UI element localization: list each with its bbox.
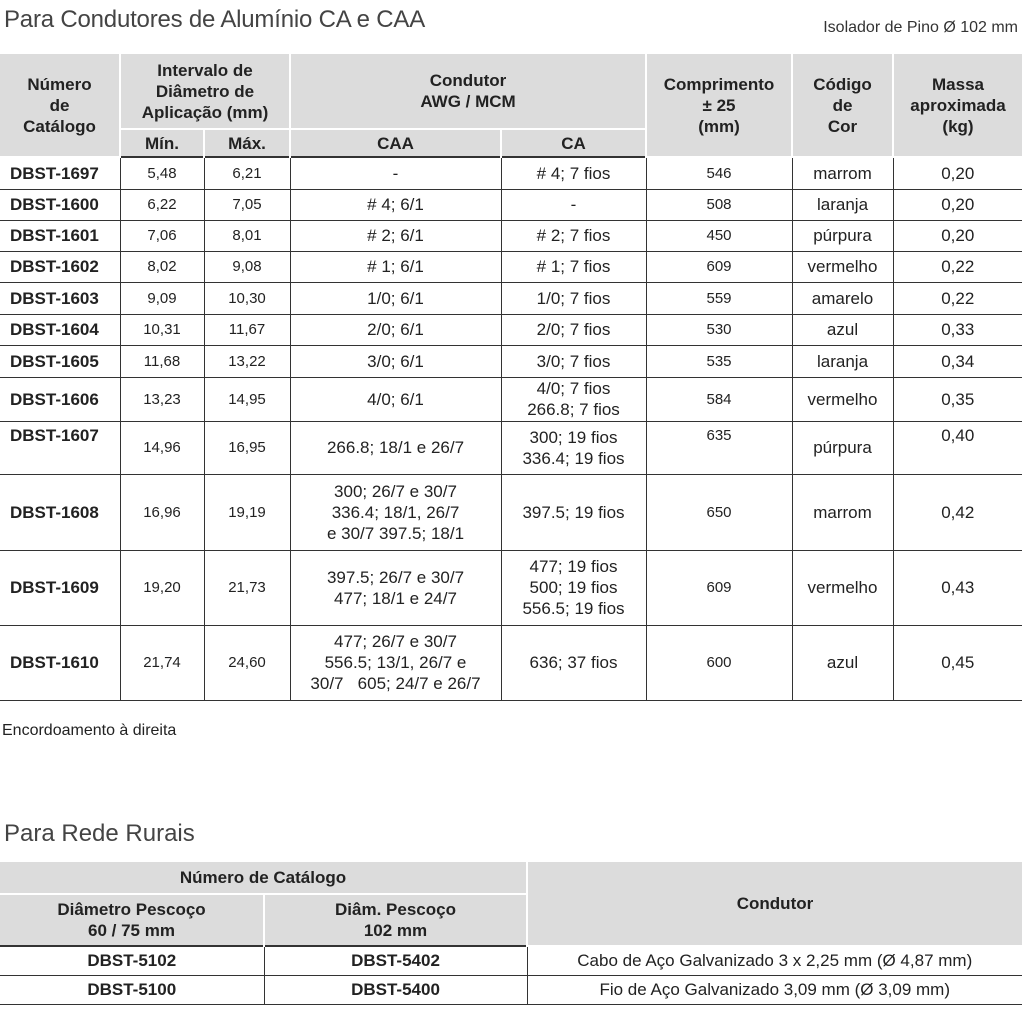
- ca-conductor-cell: [501, 550, 646, 625]
- cell-line: e 30/7 397.5; 18/1: [326, 523, 465, 543]
- cell-line: # 2; 6/1: [367, 226, 424, 245]
- cell-line: 636; 37 fios: [529, 653, 618, 672]
- cell-line: 4/0; 6/1: [367, 389, 424, 409]
- length-cell: 508: [646, 189, 792, 220]
- cell-line: 500; 19 fios: [529, 578, 618, 597]
- table-row: [0, 251, 1022, 282]
- catalog-number-cell: DBST-1605: [0, 345, 120, 377]
- color-code-cell: azul: [792, 625, 893, 700]
- color-code-cell: vermelho: [792, 550, 893, 625]
- length-cell: 546: [646, 157, 792, 189]
- cell-line: 2/0; 7 fios: [536, 320, 611, 339]
- ca-conductor-cell: [501, 345, 646, 377]
- min-diameter-cell: 16,96: [120, 474, 204, 550]
- max-diameter-cell: 19,19: [204, 474, 290, 550]
- catalog-number-60-75-cell: DBST-5102: [0, 946, 264, 976]
- cell-line: # 1; 6/1: [367, 257, 424, 276]
- cell-line: 300; 19 fios: [529, 427, 618, 447]
- table-row: [0, 282, 1022, 314]
- cell-line: 477; 18/1 e 24/7: [334, 588, 457, 608]
- max-diameter-cell: 13,22: [204, 345, 290, 377]
- max-diameter-cell: 6,21: [204, 157, 290, 189]
- cell-line: 336.4; 18/1, 26/7: [331, 502, 460, 522]
- caa-conductor-cell: [290, 625, 501, 700]
- insulator-subtitle: Isolador de Pino Ø 102 mm: [823, 19, 1018, 36]
- caa-conductor-cell: [290, 314, 501, 345]
- ca-conductor-cell: [501, 314, 646, 345]
- length-cell: 600: [646, 625, 792, 700]
- header-conductor: Condutor: [527, 862, 1022, 946]
- header-approx-mass: Massa aproximada (kg): [893, 54, 1022, 157]
- table-row: [0, 550, 1022, 625]
- length-cell: 530: [646, 314, 792, 345]
- catalog-number-cell: DBST-1601: [0, 220, 120, 251]
- cell-line: # 4; 7 fios: [536, 163, 611, 183]
- max-diameter-cell: 21,73: [204, 550, 290, 625]
- min-diameter-cell: 5,48: [120, 157, 204, 189]
- section-title-rural: Para Rede Rurais: [4, 820, 195, 847]
- catalog-number-cell: DBST-1697: [0, 157, 120, 189]
- ca-conductor-cell: [501, 282, 646, 314]
- catalog-number-cell: DBST-1606: [0, 377, 120, 421]
- min-diameter-cell: 8,02: [120, 251, 204, 282]
- mass-cell: 0,34: [893, 345, 1022, 377]
- header-conductor: Condutor AWG / MCM: [290, 54, 646, 129]
- max-diameter-cell: 8,01: [204, 220, 290, 251]
- header-length: Comprimento ± 25 (mm): [646, 54, 792, 157]
- caa-conductor-cell: [290, 220, 501, 251]
- cell-line: 477; 19 fios: [529, 557, 618, 576]
- cell-line: 336.4; 19 fios: [522, 448, 625, 468]
- header-catalog-number: Número de Catálogo: [0, 862, 527, 894]
- cell-line: -: [392, 163, 399, 183]
- caa-conductor-cell: [290, 345, 501, 377]
- max-diameter-cell: 14,95: [204, 377, 290, 421]
- min-diameter-cell: 13,23: [120, 377, 204, 421]
- length-cell: 609: [646, 550, 792, 625]
- cell-line: 3/0; 6/1: [367, 351, 424, 371]
- cell-line: # 4; 6/1: [367, 195, 424, 214]
- mass-cell: 0,20: [893, 189, 1022, 220]
- caa-conductor-cell: [290, 157, 501, 189]
- mass-cell: 0,35: [893, 377, 1022, 421]
- length-cell: 609: [646, 251, 792, 282]
- color-code-cell: marrom: [792, 474, 893, 550]
- table-row: [0, 377, 1022, 421]
- stranding-note: Encordoamento à direita: [2, 722, 177, 739]
- min-diameter-cell: 11,68: [120, 345, 204, 377]
- table-row: [0, 220, 1022, 251]
- table-row: [0, 625, 1022, 700]
- ca-conductor-cell: [501, 189, 646, 220]
- caa-conductor-cell: [290, 282, 501, 314]
- mass-cell: 0,22: [893, 251, 1022, 282]
- color-code-cell: púrpura: [792, 421, 893, 474]
- length-cell: 450: [646, 220, 792, 251]
- color-code-cell: marrom: [792, 157, 893, 189]
- ca-conductor-cell: [501, 421, 646, 474]
- ca-conductor-cell: [501, 220, 646, 251]
- cell-line: 266.8; 7 fios: [527, 400, 620, 419]
- cell-line: 477; 26/7 e 30/7: [334, 632, 457, 651]
- color-code-cell: púrpura: [792, 220, 893, 251]
- header-neck-diameter-102: Diâm. Pescoço 102 mm: [264, 894, 527, 946]
- conductor-table: [0, 54, 1022, 701]
- min-diameter-cell: 21,74: [120, 625, 204, 700]
- min-diameter-cell: 7,06: [120, 220, 204, 251]
- length-cell: 584: [646, 377, 792, 421]
- table-row: [0, 421, 1022, 474]
- caa-conductor-cell: [290, 474, 501, 550]
- header-max: Máx.: [204, 129, 290, 157]
- color-code-cell: vermelho: [792, 377, 893, 421]
- length-cell: 559: [646, 282, 792, 314]
- cell-line: 266.8; 18/1 e 26/7: [326, 438, 465, 457]
- header-ca: CA: [501, 129, 646, 157]
- cell-line: 30/7 605; 24/7 e 26/7: [310, 674, 481, 693]
- cell-line: -: [570, 195, 577, 214]
- cell-line: 1/0; 6/1: [367, 288, 424, 308]
- caa-conductor-cell: [290, 421, 501, 474]
- table-row: [0, 314, 1022, 345]
- cell-line: 300; 26/7 e 30/7: [334, 481, 457, 501]
- header-color-code: Código de Cor: [792, 54, 893, 157]
- table-row: [0, 976, 1022, 1005]
- mass-cell: 0,42: [893, 474, 1022, 550]
- header-neck-diameter-60-75: Diâmetro Pescoço 60 / 75 mm: [0, 894, 264, 946]
- catalog-number-cell: DBST-1609: [0, 550, 120, 625]
- ca-conductor-cell: [501, 625, 646, 700]
- header-diameter-interval: Intervalo de Diâmetro de Aplicação (mm): [120, 54, 290, 129]
- catalog-number-cell: DBST-1604: [0, 314, 120, 345]
- cell-line: # 1; 7 fios: [536, 257, 611, 276]
- ca-conductor-cell: [501, 377, 646, 421]
- catalog-number-cell: DBST-1610: [0, 625, 120, 700]
- color-code-cell: laranja: [792, 345, 893, 377]
- min-diameter-cell: 19,20: [120, 550, 204, 625]
- table-row: [0, 474, 1022, 550]
- mass-cell: 0,22: [893, 282, 1022, 314]
- conductor-cell: Cabo de Aço Galvanizado 3 x 2,25 mm (Ø 4,87 mm): [527, 946, 1022, 976]
- color-code-cell: laranja: [792, 189, 893, 220]
- color-code-cell: vermelho: [792, 251, 893, 282]
- cell-line: 3/0; 7 fios: [536, 351, 611, 371]
- header-min: Mín.: [120, 129, 204, 157]
- caa-conductor-cell: [290, 377, 501, 421]
- cell-line: 556.5; 19 fios: [522, 599, 625, 618]
- catalog-number-cell: DBST-1600: [0, 189, 120, 220]
- mass-cell: 0,45: [893, 625, 1022, 700]
- catalog-number-102-cell: DBST-5400: [264, 976, 527, 1005]
- max-diameter-cell: 11,67: [204, 314, 290, 345]
- ca-conductor-cell: [501, 157, 646, 189]
- catalog-number-cell: DBST-1603: [0, 282, 120, 314]
- caa-conductor-cell: [290, 251, 501, 282]
- max-diameter-cell: 10,30: [204, 282, 290, 314]
- header-catalog-number: Número de Catálogo: [0, 54, 120, 157]
- color-code-cell: azul: [792, 314, 893, 345]
- cell-line: 397.5; 26/7 e 30/7: [326, 567, 465, 587]
- cell-line: 2/0; 6/1: [367, 320, 424, 339]
- max-diameter-cell: 7,05: [204, 189, 290, 220]
- catalog-number-60-75-cell: DBST-5100: [0, 976, 264, 1005]
- rural-network-table: [0, 862, 1022, 1005]
- min-diameter-cell: 10,31: [120, 314, 204, 345]
- header-caa: CAA: [290, 129, 501, 157]
- max-diameter-cell: 9,08: [204, 251, 290, 282]
- mass-cell: 0,43: [893, 550, 1022, 625]
- mass-cell: 0,33: [893, 314, 1022, 345]
- cell-line: 556.5; 13/1, 26/7 e: [324, 653, 467, 672]
- color-code-cell: amarelo: [792, 282, 893, 314]
- length-cell: 650: [646, 474, 792, 550]
- catalog-number-102-cell: DBST-5402: [264, 946, 527, 976]
- ca-conductor-cell: [501, 474, 646, 550]
- table-row: [0, 157, 1022, 189]
- cell-line: 4/0; 7 fios: [536, 379, 611, 398]
- max-diameter-cell: 24,60: [204, 625, 290, 700]
- table-row: [0, 189, 1022, 220]
- catalog-number-cell: DBST-1602: [0, 251, 120, 282]
- min-diameter-cell: 14,96: [120, 421, 204, 474]
- mass-cell: 0,20: [893, 157, 1022, 189]
- mass-cell: 0,20: [893, 220, 1022, 251]
- conductor-cell: Fio de Aço Galvanizado 3,09 mm (Ø 3,09 mm): [527, 976, 1022, 1005]
- cell-line: 1/0; 7 fios: [536, 288, 611, 308]
- max-diameter-cell: 16,95: [204, 421, 290, 474]
- catalog-number-cell: DBST-1608: [0, 474, 120, 550]
- catalog-number-cell: DBST-1607: [0, 421, 120, 474]
- min-diameter-cell: 6,22: [120, 189, 204, 220]
- table-row: [0, 946, 1022, 976]
- length-cell: 635: [646, 421, 792, 474]
- mass-cell: 0,40: [893, 421, 1022, 474]
- ca-conductor-cell: [501, 251, 646, 282]
- caa-conductor-cell: [290, 189, 501, 220]
- cell-line: # 2; 7 fios: [536, 226, 611, 245]
- caa-conductor-cell: [290, 550, 501, 625]
- cell-line: 397.5; 19 fios: [522, 502, 625, 522]
- table-row: [0, 345, 1022, 377]
- length-cell: 535: [646, 345, 792, 377]
- page-title: Para Condutores de Alumínio CA e CAA: [4, 6, 426, 33]
- min-diameter-cell: 9,09: [120, 282, 204, 314]
